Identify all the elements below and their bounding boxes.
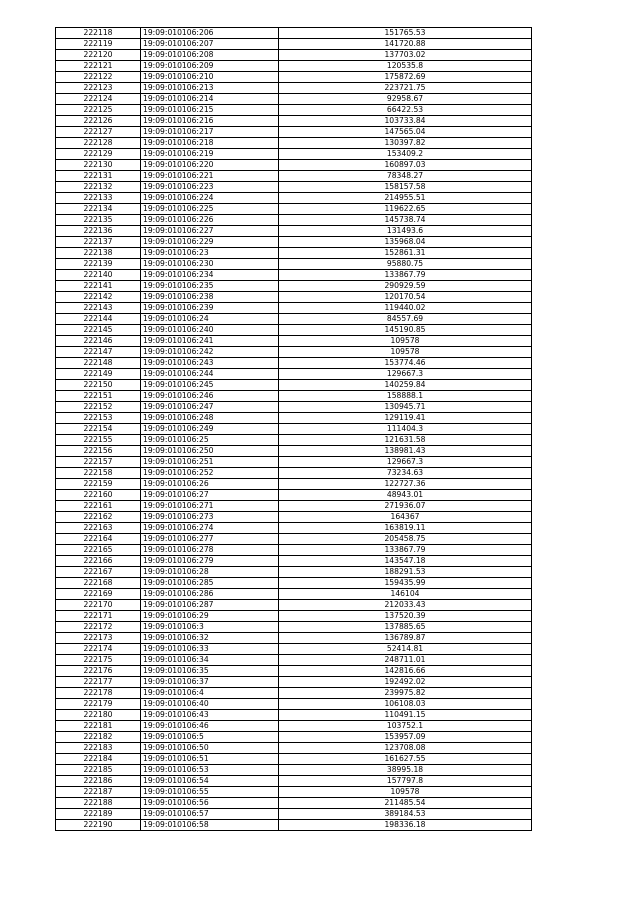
cadastral-number-cell: 19:09:010106:4 <box>141 688 279 699</box>
table-row <box>56 303 532 314</box>
id-cell: 222146 <box>56 336 141 347</box>
id-cell: 222178 <box>56 688 141 699</box>
table-row <box>56 413 532 424</box>
id-cell: 222163 <box>56 523 141 534</box>
amount-cell: 122727.36 <box>279 479 532 490</box>
cadastral-number-cell: 19:09:010106:241 <box>141 336 279 347</box>
amount-cell: 38995.18 <box>279 765 532 776</box>
amount-cell: 138981.43 <box>279 446 532 457</box>
id-cell: 222174 <box>56 644 141 655</box>
amount-cell: 143547.18 <box>279 556 532 567</box>
cadastral-number-cell: 19:09:010106:238 <box>141 292 279 303</box>
id-cell: 222173 <box>56 633 141 644</box>
cadastral-number-cell: 19:09:010106:210 <box>141 72 279 83</box>
id-cell: 222135 <box>56 215 141 226</box>
table-row <box>56 83 532 94</box>
table-row <box>56 204 532 215</box>
id-cell: 222120 <box>56 50 141 61</box>
amount-cell: 84557.69 <box>279 314 532 325</box>
table-row <box>56 336 532 347</box>
cadastral-number-cell: 19:09:010106:249 <box>141 424 279 435</box>
amount-cell: 130397.82 <box>279 138 532 149</box>
amount-cell: 271936.07 <box>279 501 532 512</box>
amount-cell: 152861.31 <box>279 248 532 259</box>
cadastral-number-cell: 19:09:010106:57 <box>141 809 279 820</box>
id-cell: 222180 <box>56 710 141 721</box>
cadastral-number-cell: 19:09:010106:24 <box>141 314 279 325</box>
amount-cell: 141720.88 <box>279 39 532 50</box>
table-row <box>56 534 532 545</box>
cadastral-number-cell: 19:09:010106:224 <box>141 193 279 204</box>
table-row <box>56 270 532 281</box>
id-cell: 222122 <box>56 72 141 83</box>
table-row <box>56 512 532 523</box>
cadastral-number-cell: 19:09:010106:55 <box>141 787 279 798</box>
table-row <box>56 281 532 292</box>
cadastral-number-cell: 19:09:010106:227 <box>141 226 279 237</box>
id-cell: 222151 <box>56 391 141 402</box>
table-row <box>56 523 532 534</box>
cadastral-number-cell: 19:09:010106:230 <box>141 259 279 270</box>
table-row <box>56 94 532 105</box>
id-cell: 222149 <box>56 369 141 380</box>
id-cell: 222186 <box>56 776 141 787</box>
cadastral-number-cell: 19:09:010106:32 <box>141 633 279 644</box>
amount-cell: 157797.8 <box>279 776 532 787</box>
cadastral-number-cell: 19:09:010106:215 <box>141 105 279 116</box>
id-cell: 222164 <box>56 534 141 545</box>
amount-cell: 136789.87 <box>279 633 532 644</box>
cadastral-number-cell: 19:09:010106:26 <box>141 479 279 490</box>
table-row <box>56 39 532 50</box>
amount-cell: 164367 <box>279 512 532 523</box>
cadastral-number-cell: 19:09:010106:278 <box>141 545 279 556</box>
id-cell: 222131 <box>56 171 141 182</box>
cadastral-number-cell: 19:09:010106:220 <box>141 160 279 171</box>
cadastral-number-cell: 19:09:010106:35 <box>141 666 279 677</box>
table-row <box>56 116 532 127</box>
amount-cell: 110491.15 <box>279 710 532 721</box>
id-cell: 222176 <box>56 666 141 677</box>
amount-cell: 248711.01 <box>279 655 532 666</box>
table-row <box>56 457 532 468</box>
amount-cell: 78348.27 <box>279 171 532 182</box>
amount-cell: 109578 <box>279 787 532 798</box>
id-cell: 222182 <box>56 732 141 743</box>
table-row <box>56 721 532 732</box>
table-row <box>56 798 532 809</box>
amount-cell: 151765.53 <box>279 28 532 39</box>
table-row <box>56 160 532 171</box>
cadastral-number-cell: 19:09:010106:34 <box>141 655 279 666</box>
table-row <box>56 325 532 336</box>
table-row <box>56 226 532 237</box>
cadastral-number-cell: 19:09:010106:273 <box>141 512 279 523</box>
table-row <box>56 259 532 270</box>
amount-cell: 121631.58 <box>279 435 532 446</box>
cadastral-number-cell: 19:09:010106:277 <box>141 534 279 545</box>
id-cell: 222167 <box>56 567 141 578</box>
id-cell: 222181 <box>56 721 141 732</box>
id-cell: 222160 <box>56 490 141 501</box>
table-row <box>56 600 532 611</box>
amount-cell: 147565.04 <box>279 127 532 138</box>
amount-cell: 145190.85 <box>279 325 532 336</box>
table-row <box>56 468 532 479</box>
amount-cell: 389184.53 <box>279 809 532 820</box>
table-row <box>56 699 532 710</box>
amount-cell: 159435.99 <box>279 578 532 589</box>
id-cell: 222185 <box>56 765 141 776</box>
cadastral-number-cell: 19:09:010106:33 <box>141 644 279 655</box>
id-cell: 222187 <box>56 787 141 798</box>
cadastral-number-cell: 19:09:010106:216 <box>141 116 279 127</box>
id-cell: 222152 <box>56 402 141 413</box>
amount-cell: 198336.18 <box>279 820 532 831</box>
amount-cell: 129667.3 <box>279 457 532 468</box>
table-row <box>56 138 532 149</box>
cadastral-number-cell: 19:09:010106:240 <box>141 325 279 336</box>
amount-cell: 146104 <box>279 589 532 600</box>
table-row <box>56 567 532 578</box>
cadastral-number-cell: 19:09:010106:3 <box>141 622 279 633</box>
cadastral-number-cell: 19:09:010106:235 <box>141 281 279 292</box>
table-row <box>56 765 532 776</box>
id-cell: 222138 <box>56 248 141 259</box>
amount-cell: 103733.84 <box>279 116 532 127</box>
id-cell: 222159 <box>56 479 141 490</box>
table-row <box>56 193 532 204</box>
cadastral-number-cell: 19:09:010106:226 <box>141 215 279 226</box>
amount-cell: 140259.84 <box>279 380 532 391</box>
table-row <box>56 677 532 688</box>
id-cell: 222150 <box>56 380 141 391</box>
table-row <box>56 347 532 358</box>
id-cell: 222153 <box>56 413 141 424</box>
amount-cell: 133867.79 <box>279 270 532 281</box>
id-cell: 222140 <box>56 270 141 281</box>
amount-cell: 188291.53 <box>279 567 532 578</box>
amount-cell: 290929.59 <box>279 281 532 292</box>
id-cell: 222144 <box>56 314 141 325</box>
table-row <box>56 776 532 787</box>
amount-cell: 103752.1 <box>279 721 532 732</box>
table-row <box>56 248 532 259</box>
cadastral-number-cell: 19:09:010106:244 <box>141 369 279 380</box>
table-row <box>56 743 532 754</box>
amount-cell: 142816.66 <box>279 666 532 677</box>
cadastral-number-cell: 19:09:010106:247 <box>141 402 279 413</box>
table-row <box>56 787 532 798</box>
id-cell: 222118 <box>56 28 141 39</box>
id-cell: 222157 <box>56 457 141 468</box>
id-cell: 222121 <box>56 61 141 72</box>
cadastral-number-cell: 19:09:010106:234 <box>141 270 279 281</box>
cadastral-number-cell: 19:09:010106:58 <box>141 820 279 831</box>
data-table <box>55 27 532 831</box>
id-cell: 222136 <box>56 226 141 237</box>
table-row <box>56 424 532 435</box>
table-row <box>56 435 532 446</box>
amount-cell: 175872.69 <box>279 72 532 83</box>
cadastral-number-cell: 19:09:010106:223 <box>141 182 279 193</box>
amount-cell: 130945.71 <box>279 402 532 413</box>
id-cell: 222141 <box>56 281 141 292</box>
table-row <box>56 688 532 699</box>
id-cell: 222161 <box>56 501 141 512</box>
cadastral-number-cell: 19:09:010106:274 <box>141 523 279 534</box>
amount-cell: 73234.63 <box>279 468 532 479</box>
cadastral-number-cell: 19:09:010106:245 <box>141 380 279 391</box>
amount-cell: 211485.54 <box>279 798 532 809</box>
cadastral-number-cell: 19:09:010106:286 <box>141 589 279 600</box>
id-cell: 222179 <box>56 699 141 710</box>
cadastral-number-cell: 19:09:010106:43 <box>141 710 279 721</box>
amount-cell: 153957.09 <box>279 732 532 743</box>
amount-cell: 214955.51 <box>279 193 532 204</box>
table-row <box>56 171 532 182</box>
cadastral-number-cell: 19:09:010106:53 <box>141 765 279 776</box>
id-cell: 222143 <box>56 303 141 314</box>
id-cell: 222170 <box>56 600 141 611</box>
table-row <box>56 28 532 39</box>
id-cell: 222171 <box>56 611 141 622</box>
amount-cell: 223721.75 <box>279 83 532 94</box>
amount-cell: 120170.54 <box>279 292 532 303</box>
cadastral-number-cell: 19:09:010106:28 <box>141 567 279 578</box>
amount-cell: 137703.02 <box>279 50 532 61</box>
table-row <box>56 61 532 72</box>
table-row <box>56 237 532 248</box>
id-cell: 222190 <box>56 820 141 831</box>
amount-cell: 161627.55 <box>279 754 532 765</box>
amount-cell: 123708.08 <box>279 743 532 754</box>
table-row <box>56 182 532 193</box>
amount-cell: 192492.02 <box>279 677 532 688</box>
amount-cell: 158888.1 <box>279 391 532 402</box>
table-row <box>56 127 532 138</box>
table-row <box>56 611 532 622</box>
table-row <box>56 358 532 369</box>
id-cell: 222154 <box>56 424 141 435</box>
table-row <box>56 215 532 226</box>
amount-cell: 239975.82 <box>279 688 532 699</box>
cadastral-number-cell: 19:09:010106:217 <box>141 127 279 138</box>
table-row <box>56 72 532 83</box>
cadastral-number-cell: 19:09:010106:218 <box>141 138 279 149</box>
table-row <box>56 655 532 666</box>
id-cell: 222142 <box>56 292 141 303</box>
cadastral-number-cell: 19:09:010106:214 <box>141 94 279 105</box>
cadastral-number-cell: 19:09:010106:239 <box>141 303 279 314</box>
id-cell: 222162 <box>56 512 141 523</box>
cadastral-number-cell: 19:09:010106:248 <box>141 413 279 424</box>
id-cell: 222175 <box>56 655 141 666</box>
table-row <box>56 391 532 402</box>
amount-cell: 153774.46 <box>279 358 532 369</box>
id-cell: 222137 <box>56 237 141 248</box>
cadastral-number-cell: 19:09:010106:50 <box>141 743 279 754</box>
table-row <box>56 589 532 600</box>
cadastral-number-cell: 19:09:010106:250 <box>141 446 279 457</box>
amount-cell: 145738.74 <box>279 215 532 226</box>
id-cell: 222132 <box>56 182 141 193</box>
table-row <box>56 754 532 765</box>
table-row <box>56 501 532 512</box>
cadastral-number-cell: 19:09:010106:285 <box>141 578 279 589</box>
id-cell: 222168 <box>56 578 141 589</box>
cadastral-number-cell: 19:09:010106:27 <box>141 490 279 501</box>
cadastral-number-cell: 19:09:010106:246 <box>141 391 279 402</box>
amount-cell: 160897.03 <box>279 160 532 171</box>
id-cell: 222119 <box>56 39 141 50</box>
cadastral-number-cell: 19:09:010106:5 <box>141 732 279 743</box>
id-cell: 222124 <box>56 94 141 105</box>
amount-cell: 111404.3 <box>279 424 532 435</box>
amount-cell: 137520.39 <box>279 611 532 622</box>
cadastral-number-cell: 19:09:010106:25 <box>141 435 279 446</box>
id-cell: 222130 <box>56 160 141 171</box>
table-row <box>56 490 532 501</box>
cadastral-number-cell: 19:09:010106:206 <box>141 28 279 39</box>
amount-cell: 48943.01 <box>279 490 532 501</box>
table-row <box>56 644 532 655</box>
amount-cell: 119440.02 <box>279 303 532 314</box>
table-row <box>56 402 532 413</box>
cadastral-number-cell: 19:09:010106:287 <box>141 600 279 611</box>
id-cell: 222183 <box>56 743 141 754</box>
cadastral-number-cell: 19:09:010106:209 <box>141 61 279 72</box>
amount-cell: 109578 <box>279 336 532 347</box>
id-cell: 222177 <box>56 677 141 688</box>
id-cell: 222188 <box>56 798 141 809</box>
amount-cell: 92958.67 <box>279 94 532 105</box>
amount-cell: 119622.65 <box>279 204 532 215</box>
amount-cell: 133867.79 <box>279 545 532 556</box>
amount-cell: 95880.75 <box>279 259 532 270</box>
table-row <box>56 809 532 820</box>
table-row <box>56 710 532 721</box>
table-row <box>56 380 532 391</box>
amount-cell: 109578 <box>279 347 532 358</box>
cadastral-number-cell: 19:09:010106:40 <box>141 699 279 710</box>
amount-cell: 129667.3 <box>279 369 532 380</box>
table-row <box>56 446 532 457</box>
table-body <box>56 28 532 831</box>
table-row <box>56 666 532 677</box>
table-row <box>56 105 532 116</box>
document-page <box>55 27 532 831</box>
amount-cell: 135968.04 <box>279 237 532 248</box>
id-cell: 222147 <box>56 347 141 358</box>
id-cell: 222123 <box>56 83 141 94</box>
id-cell: 222189 <box>56 809 141 820</box>
cadastral-number-cell: 19:09:010106:243 <box>141 358 279 369</box>
table-row <box>56 732 532 743</box>
table-row <box>56 50 532 61</box>
cadastral-number-cell: 19:09:010106:271 <box>141 501 279 512</box>
id-cell: 222155 <box>56 435 141 446</box>
amount-cell: 106108.03 <box>279 699 532 710</box>
table-row <box>56 633 532 644</box>
table-row <box>56 369 532 380</box>
cadastral-number-cell: 19:09:010106:207 <box>141 39 279 50</box>
table-row <box>56 556 532 567</box>
table-row <box>56 479 532 490</box>
cadastral-number-cell: 19:09:010106:251 <box>141 457 279 468</box>
cadastral-number-cell: 19:09:010106:219 <box>141 149 279 160</box>
id-cell: 222158 <box>56 468 141 479</box>
table-row <box>56 578 532 589</box>
table-row <box>56 314 532 325</box>
amount-cell: 212033.43 <box>279 600 532 611</box>
cadastral-number-cell: 19:09:010106:229 <box>141 237 279 248</box>
id-cell: 222172 <box>56 622 141 633</box>
amount-cell: 66422.53 <box>279 105 532 116</box>
id-cell: 222127 <box>56 127 141 138</box>
id-cell: 222139 <box>56 259 141 270</box>
cadastral-number-cell: 19:09:010106:51 <box>141 754 279 765</box>
cadastral-number-cell: 19:09:010106:225 <box>141 204 279 215</box>
cadastral-number-cell: 19:09:010106:56 <box>141 798 279 809</box>
id-cell: 222169 <box>56 589 141 600</box>
amount-cell: 163819.11 <box>279 523 532 534</box>
amount-cell: 131493.6 <box>279 226 532 237</box>
cadastral-number-cell: 19:09:010106:37 <box>141 677 279 688</box>
id-cell: 222156 <box>56 446 141 457</box>
amount-cell: 120535.8 <box>279 61 532 72</box>
id-cell: 222128 <box>56 138 141 149</box>
table-row <box>56 820 532 831</box>
cadastral-number-cell: 19:09:010106:54 <box>141 776 279 787</box>
id-cell: 222133 <box>56 193 141 204</box>
cadastral-number-cell: 19:09:010106:46 <box>141 721 279 732</box>
amount-cell: 137885.65 <box>279 622 532 633</box>
amount-cell: 153409.2 <box>279 149 532 160</box>
amount-cell: 52414.81 <box>279 644 532 655</box>
id-cell: 222165 <box>56 545 141 556</box>
cadastral-number-cell: 19:09:010106:242 <box>141 347 279 358</box>
id-cell: 222125 <box>56 105 141 116</box>
amount-cell: 129119.41 <box>279 413 532 424</box>
table-row <box>56 149 532 160</box>
cadastral-number-cell: 19:09:010106:208 <box>141 50 279 61</box>
id-cell: 222134 <box>56 204 141 215</box>
table-row <box>56 622 532 633</box>
id-cell: 222184 <box>56 754 141 765</box>
cadastral-number-cell: 19:09:010106:29 <box>141 611 279 622</box>
id-cell: 222166 <box>56 556 141 567</box>
cadastral-number-cell: 19:09:010106:252 <box>141 468 279 479</box>
id-cell: 222129 <box>56 149 141 160</box>
table-row <box>56 292 532 303</box>
id-cell: 222126 <box>56 116 141 127</box>
table-row <box>56 545 532 556</box>
cadastral-number-cell: 19:09:010106:213 <box>141 83 279 94</box>
id-cell: 222145 <box>56 325 141 336</box>
cadastral-number-cell: 19:09:010106:221 <box>141 171 279 182</box>
cadastral-number-cell: 19:09:010106:279 <box>141 556 279 567</box>
amount-cell: 158157.58 <box>279 182 532 193</box>
id-cell: 222148 <box>56 358 141 369</box>
cadastral-number-cell: 19:09:010106:23 <box>141 248 279 259</box>
amount-cell: 205458.75 <box>279 534 532 545</box>
